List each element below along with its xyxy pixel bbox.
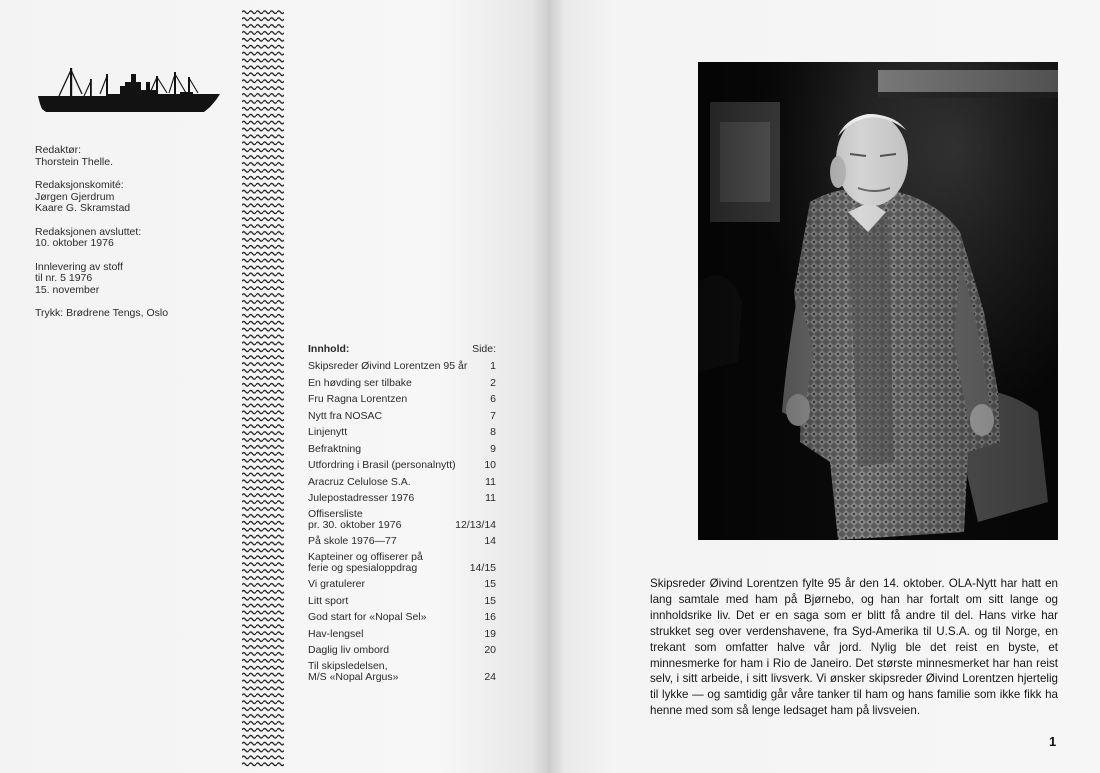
toc-page-heading: Side:	[472, 343, 496, 355]
toc-entry-page: 7	[490, 409, 496, 422]
toc-entry-title: Offisersliste pr. 30. oktober 1976	[308, 507, 402, 531]
closed-block	[35, 227, 235, 250]
toc-entry-title: Utfordring i Brasil (personalnytt)	[308, 459, 456, 471]
toc-entry-page: 10	[484, 459, 496, 471]
toc-entry-title: Vi gratulerer	[308, 578, 366, 590]
cargo-ship-logo-icon	[30, 60, 222, 116]
closed-date: 10. oktober 1976	[35, 237, 114, 249]
toc-entry-title: Nytt fra NOSAC	[308, 409, 383, 422]
toc-entry-title: Litt sport	[308, 594, 349, 607]
editor-block	[35, 145, 235, 168]
toc-entry	[308, 578, 496, 590]
submission-block	[35, 262, 235, 297]
toc-entry	[308, 595, 496, 607]
closed-label: Redaksjonen avsluttet:	[35, 225, 142, 238]
toc-entry-page: 2	[490, 376, 496, 389]
toc-entry	[308, 661, 496, 683]
toc-entry-title: Til skipsledelsen, M/S «Nopal Argus»	[308, 659, 399, 683]
toc-entry-title: Aracruz Celulose S.A.	[308, 475, 411, 488]
printer-line: Trykk: Brødrene Tengs, Oslo	[35, 307, 169, 319]
toc-entry-page: 16	[484, 611, 496, 623]
submission-line: til nr. 5 1976	[35, 272, 93, 284]
toc-entry-page: 11	[485, 492, 496, 504]
toc-entry-title: På skole 1976—77	[308, 535, 397, 547]
toc-entry-title: Linjenytt	[308, 426, 348, 438]
toc-entry-title: Daglig liv ombord	[308, 644, 390, 656]
toc-entry-title: Hav-lengsel	[308, 627, 364, 640]
toc-entry-page: 14/15	[469, 561, 496, 574]
toc-entry-title: God start for «Nopal Sel»	[308, 611, 427, 623]
toc-entry-page: 9	[490, 442, 496, 455]
committee-label: Redaksjonskomité:	[35, 179, 124, 191]
toc-entry	[308, 459, 496, 471]
toc-entry	[308, 377, 496, 389]
toc-entry	[308, 410, 496, 422]
toc-entry	[308, 476, 496, 488]
toc-entry	[308, 393, 496, 405]
toc-entry	[308, 611, 496, 623]
wave-divider-icon	[242, 8, 284, 768]
toc-entry-title: Skipsreder Øivind Lorentzen 95 år	[308, 360, 468, 372]
committee-member: Kaare G. Skramstad	[35, 202, 131, 214]
toc-entry	[308, 628, 496, 640]
printer-block	[35, 308, 235, 320]
photo-caption: Skipsreder Øivind Lorentzen fylte 95 år den 14. oktober. OLA-Nytt har hatt en lang samtale med ham på Bjørnebo, og han har fortalt om sitt lange og innholdsrike liv. Det er en saga som er blitt få andre til del. Hans virke har strukket seg over verdenshavene, fra Syd-Amerika til U.S.A. og til Norge, en trekant som omfatter halve vår jord. Nylig ble det reist en byste, et minnesmerke for ham i Rio de Janeiro. Det største minnesmerket har han reist selv, i sitt arbeide, i sitt livsverk. Vi ønsker skipsreder Øivind Lorentzen hjertelig til lykke — og samtidig går våre tanker til ham og hans familie som ikke fikk ha henne med som så lenge ledsaget ham på livsveien.	[650, 577, 1058, 718]
editor-name: Thorstein Thelle.	[35, 155, 114, 168]
toc-entry-title: En høvding ser tilbake	[308, 376, 412, 389]
toc-entry	[308, 535, 496, 547]
page-number: 1	[1049, 734, 1057, 749]
committee-block	[35, 180, 235, 215]
toc-entry-page: 14	[484, 535, 496, 547]
toc-heading: Innhold:	[308, 343, 350, 355]
toc-entry-page: 15	[484, 594, 496, 607]
toc-entry-page: 20	[484, 644, 496, 656]
toc-entry	[308, 492, 496, 504]
toc-entry	[308, 426, 496, 438]
toc-entry-page: 12/13/14	[455, 518, 496, 531]
submission-line: 15. november	[35, 283, 100, 296]
toc-entry	[308, 552, 496, 574]
portrait-photo	[698, 62, 1058, 540]
submission-line: Innlevering av stoff	[35, 260, 123, 273]
toc-header	[308, 343, 496, 355]
toc-entry-page: 19	[484, 627, 496, 640]
portrait-illustration	[698, 62, 1058, 540]
toc-entry-title: Julepostadresser 1976	[308, 492, 415, 504]
toc-entry-page: 11	[485, 475, 496, 488]
toc-entry	[308, 644, 496, 656]
masthead	[35, 145, 235, 332]
toc-entry-page: 24	[484, 670, 496, 683]
toc-entry	[308, 509, 496, 531]
toc-list	[308, 360, 496, 683]
toc-entry-title: Befraktning	[308, 442, 362, 455]
toc-entry	[308, 360, 496, 372]
toc-entry-page: 6	[490, 393, 496, 405]
toc-entry-title: Kapteiner og offiserer på ferie og spesialoppdrag	[308, 550, 423, 574]
toc-entry-page: 1	[490, 360, 496, 372]
toc-entry-title: Fru Ragna Lorentzen	[308, 393, 408, 405]
toc-entry-page: 8	[490, 426, 496, 438]
toc-entry-page: 15	[484, 578, 496, 590]
editor-label: Redaktør:	[35, 144, 82, 156]
toc-entry	[308, 443, 496, 455]
table-of-contents	[308, 343, 496, 687]
committee-member: Jørgen Gjerdrum	[35, 190, 115, 203]
